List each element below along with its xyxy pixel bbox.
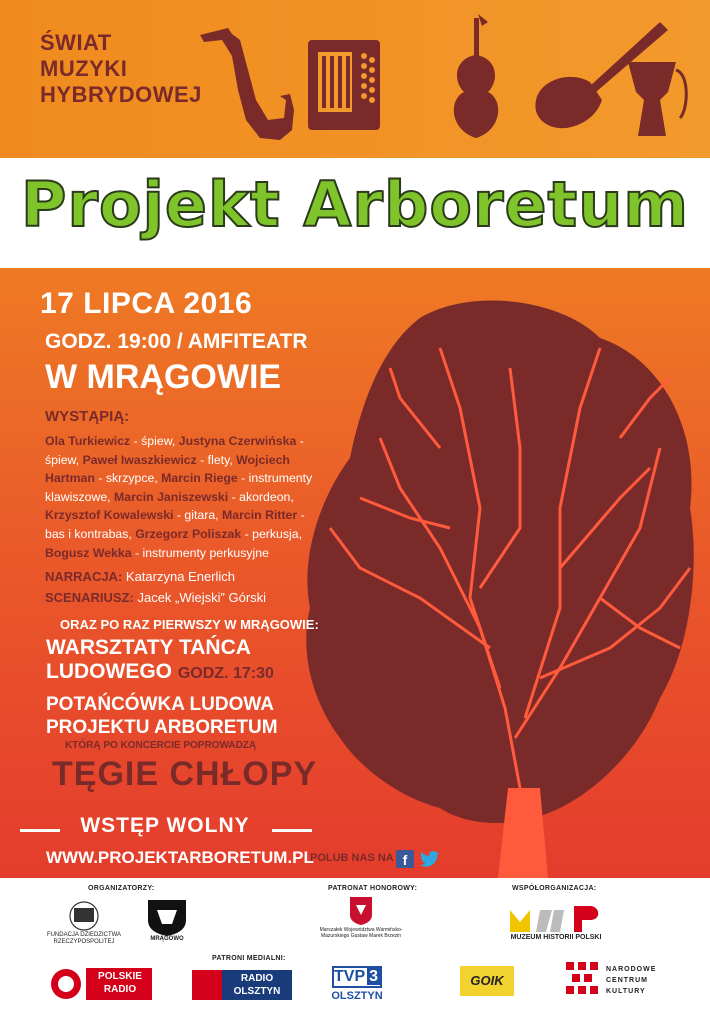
accordion-icon (308, 40, 380, 130)
series-line-2: MUZYKI (40, 56, 128, 81)
performer-name: Paweł Iwaszkiewicz (82, 452, 197, 467)
nck-line-3: KULTURY (606, 988, 646, 995)
facebook-icon[interactable]: f (396, 850, 414, 868)
series-line-1: ŚWIAT (40, 30, 112, 55)
organizer-name-mragowo: MRĄGOWO (150, 936, 184, 942)
event-time-place: GODZ. 19:00 / AMFITEATR (45, 330, 308, 353)
performer-name: Justyna Czerwińska (178, 434, 297, 448)
series-line-3: HYBRYDOWEJ (40, 82, 202, 107)
organizers-label: ORGANIZATORZY: (88, 885, 155, 892)
coorg-label: WSPÓŁORGANIZACJA: (512, 885, 597, 892)
website-link[interactable]: WWW.PROJEKTARBORETUM.PL (46, 848, 314, 867)
honorary-patron-name: Marszałek Województwa Warmińsko-Mazurskiego Gustaw Marek Brzezin (319, 927, 403, 939)
media-label: PATRONI MEDIALNI: (212, 955, 286, 962)
performer-name: Ola Turkiewicz (45, 434, 131, 448)
nck-pattern-icon (566, 962, 598, 998)
entry-info: WSTĘP WOLNY (80, 814, 250, 837)
media-tvp3 (322, 966, 392, 1010)
media-tvp-number: 3 (369, 968, 379, 985)
dance-line-1: POTAŃCÓWKA LUDOWA (46, 694, 274, 715)
honorary-patron-logo (316, 895, 406, 945)
performer-role: - śpiew, (45, 434, 304, 467)
coorganizer-name: MUZEUM HISTORII POLSKI (510, 934, 602, 941)
follow-label: POLUB NAS NA (310, 852, 394, 864)
saxophone-icon (200, 28, 294, 140)
workshop-line-1: WARSZTATY TAŃCA (46, 636, 251, 659)
workshop-line-2: LUDOWEGO (46, 660, 172, 683)
dance-led-by: KTÓRĄ PO KONCERCIE POPROWADZĄ (65, 740, 257, 751)
media-tvp-city: OLSZTYN (331, 990, 383, 1002)
performer-name: Marcin Riege (161, 471, 238, 486)
event-date: 17 LIPCA 2016 (40, 287, 253, 320)
performer-role: - bas i kontrabas, (45, 508, 305, 541)
script (45, 590, 266, 605)
performer-name: Marcin Janiszewski (114, 489, 229, 504)
media-goik-name: GOIK (460, 966, 514, 996)
dance-line-2: PROJEKTU ARBORETUM (46, 717, 278, 738)
media-nck (566, 962, 666, 1002)
performer-name: Marcin Ritter (222, 508, 298, 523)
media-polskie-radio-name: POLSKIE RADIO (98, 971, 142, 995)
performers-list (45, 432, 325, 562)
performer-role: - perkusja, (241, 526, 302, 541)
dance-title (46, 693, 278, 739)
performers-label: WYSTĄPIĄ: (45, 408, 130, 425)
performer-name: Bogusz Wekka (45, 545, 132, 560)
media-goik (460, 966, 514, 996)
performer-name: Krzysztof Kowalewski (45, 508, 174, 523)
performer-role: - akordeon, (228, 489, 294, 504)
extra-intro: ORAZ PO RAZ PIERWSZY W MRĄGOWIE: (60, 617, 319, 632)
script-label: SCENARIUSZ: (45, 590, 134, 605)
project-title: Projekt Arboretum (21, 168, 689, 241)
nck-line-2: CENTRUM (606, 977, 648, 984)
violin-icon (454, 14, 498, 138)
narration-label: NARRACJA: (45, 569, 123, 584)
performer-name: Grzegorz Poliszak (135, 526, 242, 541)
performer-role: - skrzypce, (94, 471, 162, 486)
performer-role: - śpiew, (130, 434, 179, 448)
performer-name: Wojciech Hartman (45, 452, 290, 486)
organizer-logo-fdr (44, 896, 124, 946)
narration-name: Katarzyna Enerlich (125, 569, 236, 584)
instruments-illustration (0, 0, 710, 158)
media-tvp-text: TVP (334, 968, 366, 985)
media-radio-olsztyn (192, 970, 292, 1000)
band-name: TĘGIE CHŁOPY (52, 755, 318, 793)
twitter-icon[interactable] (420, 850, 440, 868)
workshop-title (46, 636, 274, 686)
script-name: Jacek „Wiejski” Górski (137, 590, 267, 605)
organizer-logo-mragowo (142, 896, 192, 946)
organizer-name-fdr: FUNDACJA DZIEDZICTWA RZECZYPOSPOLITEJ (46, 932, 122, 945)
tree-crown (306, 301, 694, 823)
performer-role: - instrumenty perkusyjne (131, 545, 269, 560)
workshop-time: GODZ. 17:30 (177, 665, 274, 682)
nck-line-1: NARODOWE (606, 966, 657, 973)
honorary-label: PATRONAT HONOROWY: (328, 885, 418, 892)
narration (45, 569, 235, 584)
performer-role: - flety, (196, 452, 237, 467)
drum-icon (628, 62, 686, 136)
event-city: W MRĄGOWIE (45, 358, 282, 396)
performer-role: - instrumenty klawiszowe, (45, 471, 313, 504)
media-radio-olsztyn-name: RADIO OLSZTYN (233, 973, 281, 997)
coorganizer-logo (506, 902, 606, 946)
media-polskie-radio (50, 966, 154, 1002)
performer-role: - gitara, (173, 508, 223, 523)
